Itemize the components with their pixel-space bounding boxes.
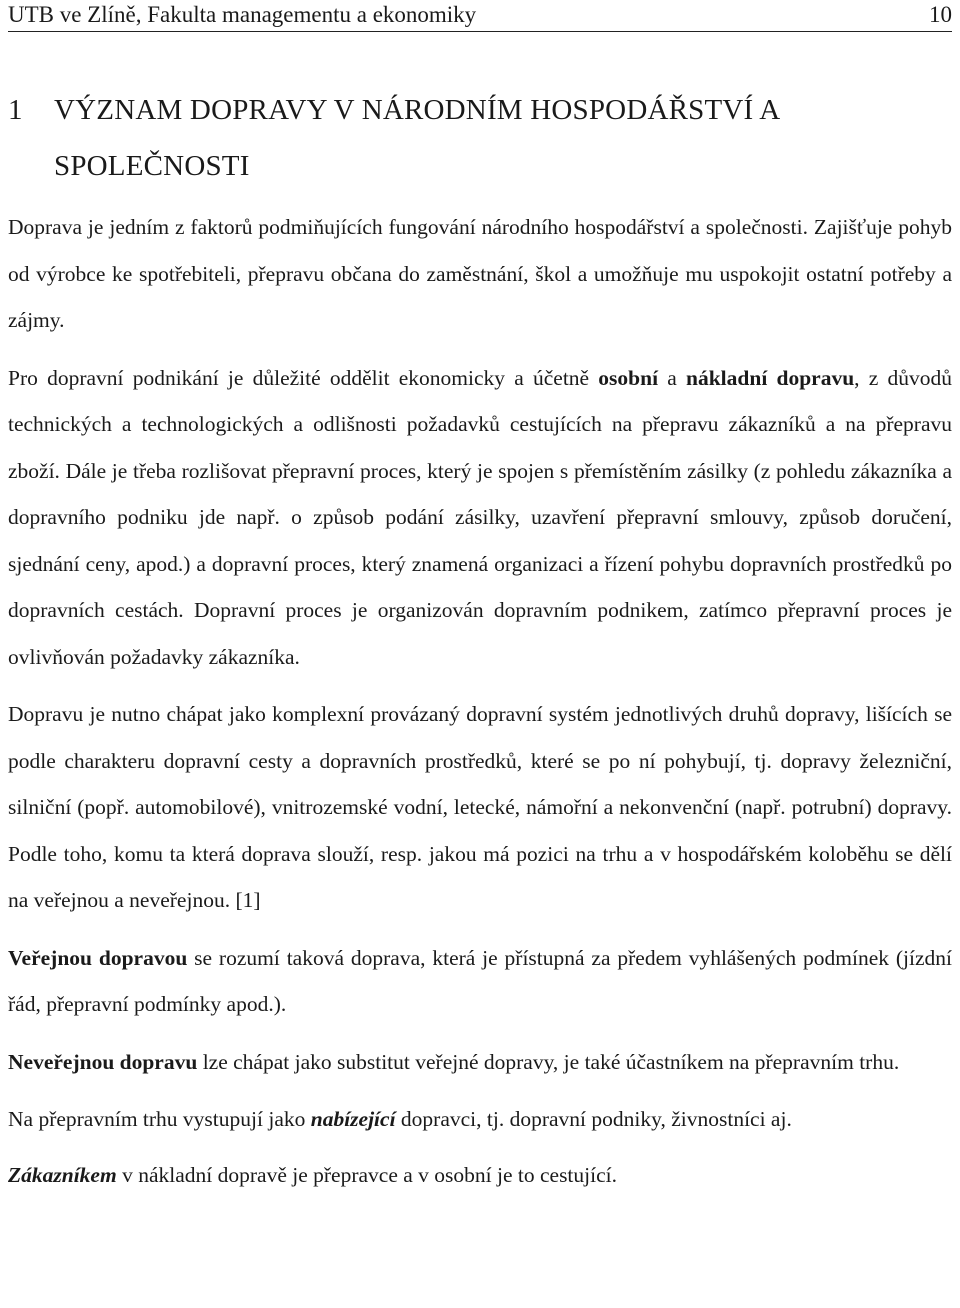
bold-term-private: Neveřejnou dopravu [8,1049,198,1074]
paragraph-transport-business [8,355,952,681]
document-page [8,0,952,1198]
chapter-title: VÝZNAM DOPRAVY V NÁRODNÍM HOSPODÁŘSTVÍ A SPOLEČNOSTI [54,94,779,182]
text-run: Na přepravním trhu vystupují jako [8,1107,311,1131]
text-run: dopravci, tj. dopravní podniky, živnostníci aj. [395,1107,792,1131]
text-run: Pro dopravní podnikání je důležité oddělit ekonomicky a účetně [8,365,599,390]
bold-term-freight: nákladní dopravu [686,365,855,390]
bold-term-public: Veřejnou dopravou [8,945,188,970]
text-run: v nákladní dopravě je přepravce a v osobní je to cestující. [116,1162,617,1187]
paragraph-private-transport [8,1039,952,1086]
paragraph-market-offer [8,1096,952,1143]
text-run: , z důvodů technických a technologických a odlišnosti požadavků cestujících na přepravu zákazníků a na přepravu zboží. Dále je třeba rozlišovat přepravní proces, který je spojen s přemístěním zásilky (z pohledu zákazníka a dopravního podniku jde např. o způsob podání zásilky, uzavření přepravní smlouvy, způsob doručení, sjednání ceny, apod.) a dopravní proces, který znamená organizaci a řízení pohybu dopravních prostředků po dopravních cestách. Dopravní proces je organizován dopravním podnikem, zatímco přepravní proces je ovlivňován požadavky zákazníka. [8,365,952,669]
bold-term-offering [311,1107,396,1131]
italic-term-customer: Zákazníkem [8,1162,117,1187]
text-run: se rozumí taková doprava, která je přístupná za předem vyhlášených podmínek (jízdní řád, přepravní podmínky apod.). [8,945,953,1016]
text-run: lze chápat jako substitut veřejné dopravy, je také účastníkem na přepravním trhu. [197,1049,900,1074]
text-run: a [658,365,687,390]
paragraph-public-transport [8,935,952,1028]
page-number: 10 [929,2,952,27]
chapter-heading [8,82,952,194]
chapter-number: 1 [8,94,23,126]
italic-term-offering: nabízející [310,1107,396,1131]
header-title: UTB ve Zlíně, Fakulta managementu a ekonomiky [8,2,477,27]
bold-term-passenger: osobní [598,365,659,390]
paragraph-transport-system: Dopravu je nutno chápat jako komplexní provázaný dopravní systém jednotlivých druhů dopravy, lišících se podle charakteru dopravní cesty a dopravních prostředků, které se po ní pohybují, tj. dopravy železniční, silniční (popř. automobilové), vnitrozemské vodní, letecké, námořní a nekonvenční (např. potrubní) dopravy. Podle toho, komu ta která doprava slouží, resp. jakou má pozici na trhu a v hospodářském koloběhu se dělí na veřejnou a neveřejnou. [1] [8,702,952,912]
running-header [8,0,952,32]
paragraph-intro: Doprava je jedním z faktorů podmiňujících fungování národního hospodářství a společnosti. Zajišťuje pohyb od výrobce ke spotřebiteli, přepravu občana do zaměstnání, škol a umožňuje mu uspokojit ostatní potřeby a zájmy. [8,215,952,332]
bold-term-customer [8,1163,117,1187]
paragraph-customer [8,1152,952,1199]
